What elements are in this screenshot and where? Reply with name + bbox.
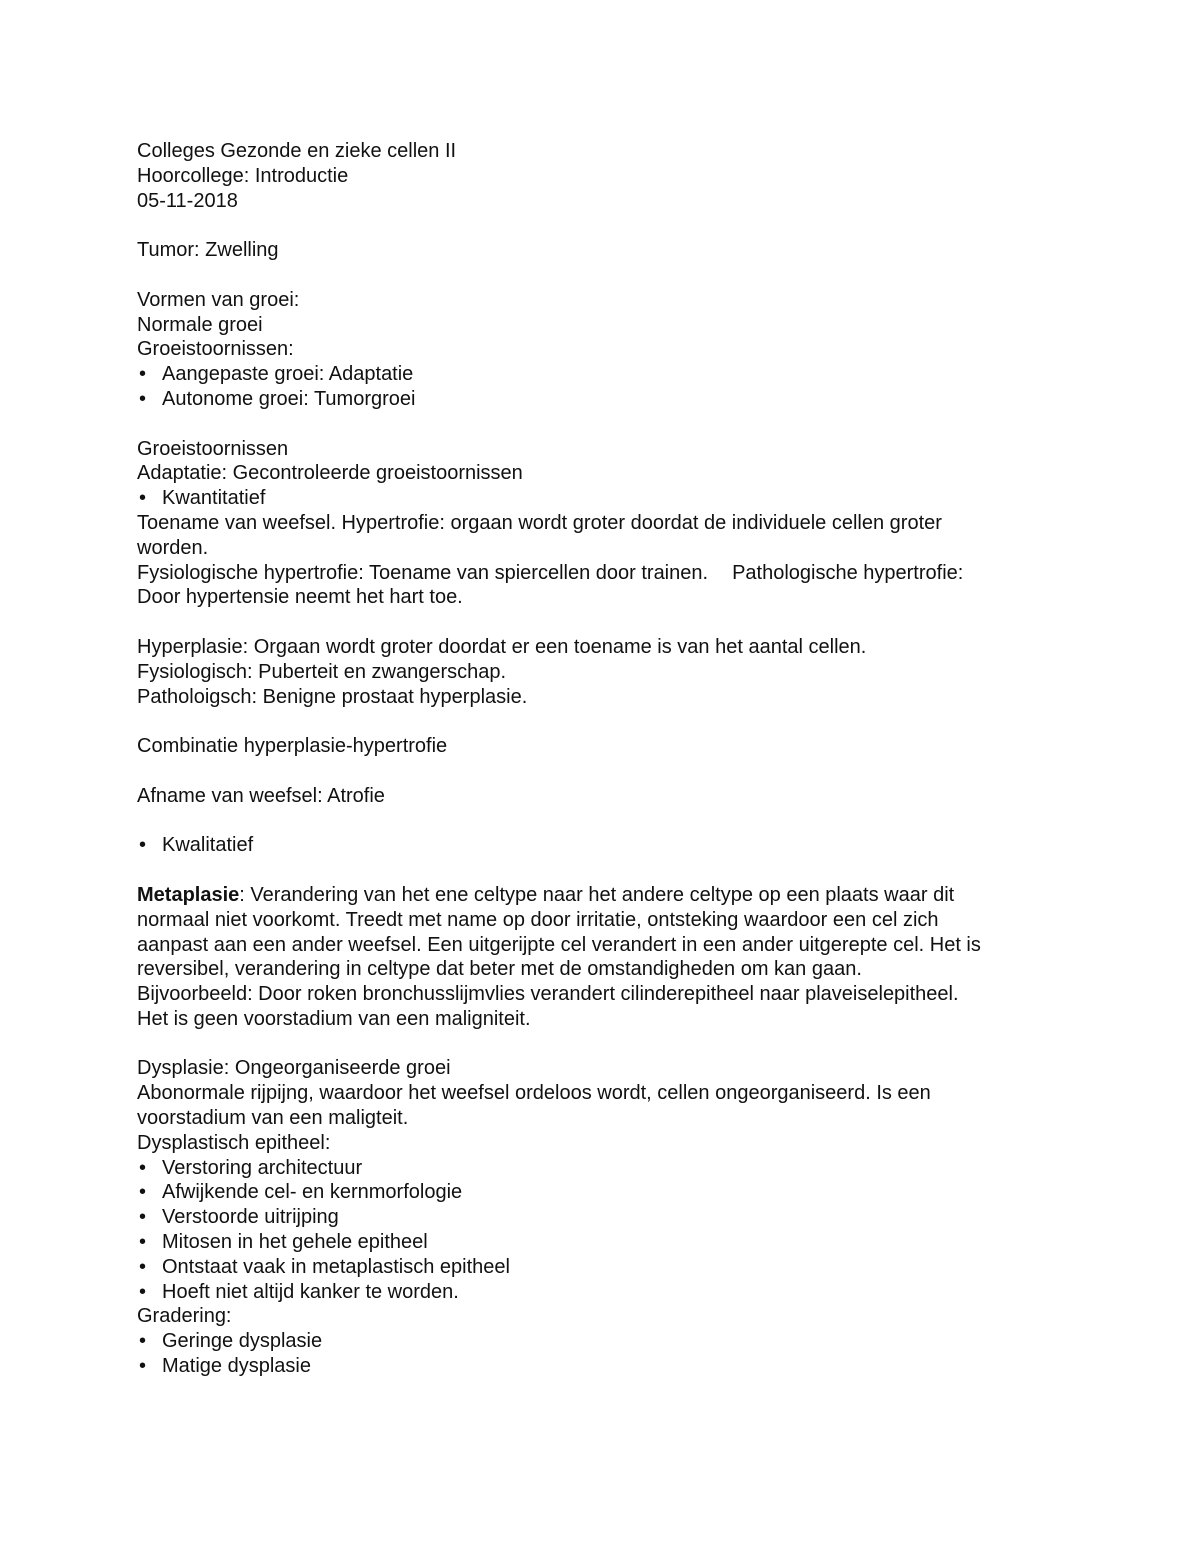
hypertrofie-line: Toename van weefsel. Hypertrofie: orgaan wordt groter doordat de individuele cellen groter <box>137 511 942 534</box>
bullet-icon: • <box>139 1255 147 1278</box>
spacer <box>137 412 1077 437</box>
hyperplasie-fysiologisch: Fysiologisch: Puberteit en zwangerschap. <box>137 660 507 683</box>
list-item <box>137 362 1077 387</box>
list-item <box>137 1180 1077 1205</box>
list-item-text: Hoeft niet altijd kanker te worden. <box>162 1280 459 1303</box>
list-item <box>137 1205 1077 1230</box>
metaplasie-text: normaal niet voorkomt. Treedt met name op door irritatie, ontsteking waardoor een cel zich <box>137 908 939 931</box>
bullet-icon: • <box>139 1330 147 1353</box>
bullet-icon: • <box>139 1231 147 1254</box>
hyperplasie-pathologisch: Patholoigsch: Benigne prostaat hyperplasie. <box>137 685 528 708</box>
normale-groei: Normale groei <box>137 313 263 336</box>
dysplastisch-epitheel-label: Dysplastisch epitheel: <box>137 1131 331 1154</box>
fysiologische-hypertrofie: Fysiologische hypertrofie: Toename van spiercellen door trainen. <box>137 561 709 584</box>
list-item-text: Ontstaat vaak in metaplastisch epitheel <box>162 1255 510 1278</box>
hyperplasie-definition: Hyperplasie: Orgaan wordt groter doordat er een toename is van het aantal cellen. <box>137 635 867 658</box>
document-subtitle: Hoorcollege: Introductie <box>137 164 349 187</box>
groeistoornissen-heading: Groeistoornissen <box>137 437 289 460</box>
list-item <box>137 1230 1077 1255</box>
list-item-text: Kwalitatief <box>162 834 254 857</box>
spacer <box>137 213 1077 238</box>
pathologische-hypertrofie: Door hypertensie neemt het hart toe. <box>137 586 463 609</box>
document-title: Colleges Gezonde en zieke cellen II <box>137 140 457 162</box>
metaplasie-text: : Verandering van het ene celtype naar het andere celtype op een plaats waar dit <box>239 883 955 906</box>
vormen-heading: Vormen van groei: <box>137 288 300 311</box>
metaplasie-text: aanpast aan een ander weefsel. Een uitgerijpte cel verandert in een ander uitgerepte cel. Het is <box>137 933 981 956</box>
list-item-text: Afwijkende cel- en kernmorfologie <box>162 1181 463 1204</box>
spacer <box>137 709 1077 734</box>
bullet-icon: • <box>139 487 147 510</box>
spacer <box>137 858 1077 883</box>
document-page <box>137 139 1077 1379</box>
groeistoornissen-label: Groeistoornissen: <box>137 338 294 361</box>
bullet-icon: • <box>139 1156 147 1179</box>
dysplasie-text: voorstadium van een maligteit. <box>137 1107 409 1130</box>
list-item-text: Verstoring architectuur <box>162 1156 363 1179</box>
spacer <box>137 610 1077 635</box>
fysiologische-hypertrofie-line <box>137 561 1077 586</box>
bullet-icon: • <box>139 387 147 410</box>
list-item-text: Matige dysplasie <box>162 1355 311 1378</box>
adaptatie-line: Adaptatie: Gecontroleerde groeistoornissen <box>137 462 523 485</box>
spacer <box>137 809 1077 834</box>
metaplasie-term: Metaplasie <box>137 883 240 906</box>
tumor-definition: Tumor: Zwelling <box>137 239 279 262</box>
bullet-icon: • <box>139 834 147 857</box>
bullet-icon: • <box>139 363 147 386</box>
list-item-text: Aangepaste groei: Adaptatie <box>162 363 414 386</box>
metaplasie-example: Bijvoorbeeld: Door roken bronchusslijmvlies verandert cilinderepitheel naar plaveiselepitheel. <box>137 983 959 1006</box>
dysplasie-text: Abonormale rijpijng, waardoor het weefsel ordeloos wordt, cellen ongeorganiseerd. Is een <box>137 1082 931 1105</box>
bullet-icon: • <box>139 1280 147 1303</box>
dysplasie-heading: Dysplasie: Ongeorganiseerde groei <box>137 1057 451 1080</box>
spacer <box>137 759 1077 784</box>
bullet-icon: • <box>139 1206 147 1229</box>
list-item-text: Kwantitatief <box>162 487 266 510</box>
list-item <box>137 833 1077 858</box>
bullet-icon: • <box>139 1355 147 1378</box>
list-item-text: Geringe dysplasie <box>162 1330 323 1353</box>
list-item <box>137 1329 1077 1354</box>
list-item-text: Mitosen in het gehele epitheel <box>162 1231 428 1254</box>
list-item <box>137 1280 1077 1305</box>
metaplasie-text: reversibel, verandering in celtype dat beter met de omstandigheden om kan gaan. <box>137 958 862 981</box>
gradering-label: Gradering: <box>137 1305 232 1328</box>
list-item <box>137 1354 1077 1379</box>
afname-line: Afname van weefsel: Atrofie <box>137 784 385 807</box>
list-item-text: Verstoorde uitrijping <box>162 1206 339 1229</box>
document-date: 05-11-2018 <box>137 189 238 212</box>
list-item <box>137 1156 1077 1181</box>
combinatie-line: Combinatie hyperplasie-hypertrofie <box>137 735 448 758</box>
spacer <box>137 263 1077 288</box>
metaplasie-text: Het is geen voorstadium van een maligniteit. <box>137 1007 531 1030</box>
list-item <box>137 387 1077 412</box>
hypertrofie-line: worden. <box>137 536 209 559</box>
bullet-icon: • <box>139 1181 147 1204</box>
list-item <box>137 1255 1077 1280</box>
list-item-text: Autonome groei: Tumorgroei <box>162 387 416 410</box>
spacer <box>137 1032 1077 1057</box>
metaplasie-line <box>137 883 1077 908</box>
pathologische-hypertrofie-label: Pathologische hypertrofie: <box>732 561 964 584</box>
list-item <box>137 486 1077 511</box>
